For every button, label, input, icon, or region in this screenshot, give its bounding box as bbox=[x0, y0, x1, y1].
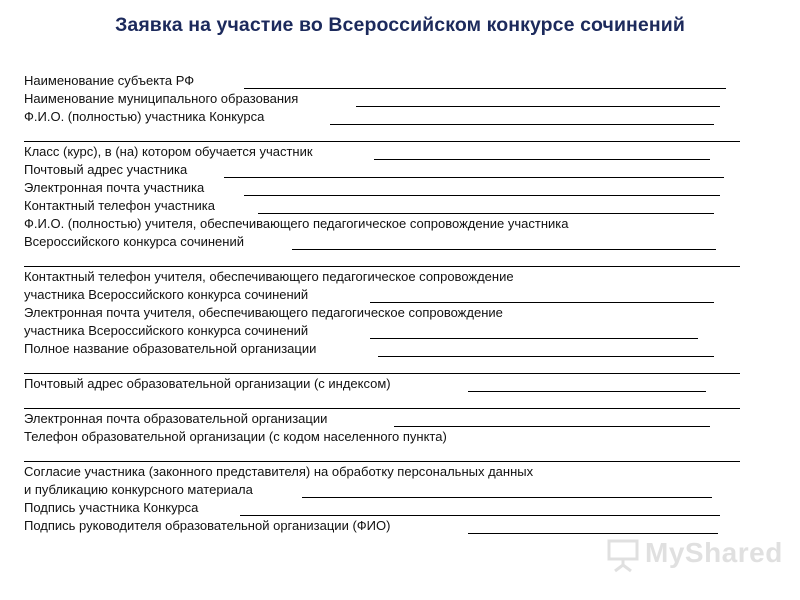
field-teacher-email-2 bbox=[24, 323, 744, 341]
field-subject bbox=[24, 73, 744, 91]
field-teacher-name-label-2: Всероссийского конкурса сочинений bbox=[24, 234, 244, 249]
field-phone-label: Контактный телефон участника bbox=[24, 198, 215, 213]
field-org-address-cont bbox=[24, 394, 744, 411]
field-org-name-line[interactable] bbox=[378, 356, 714, 357]
field-teacher-name bbox=[24, 216, 744, 234]
field-teacher-name-label-1: Ф.И.О. (полностью) учителя, обеспечивающего педагогическое сопровождение участника bbox=[24, 216, 569, 231]
field-teacher-phone-label-1: Контактный телефон учителя, обеспечивающего педагогическое сопровождение bbox=[24, 269, 514, 284]
field-participant-signature-label: Подпись участника Конкурса bbox=[24, 500, 199, 515]
field-teacher-name-2 bbox=[24, 234, 744, 252]
field-teacher-name-line[interactable] bbox=[292, 249, 716, 250]
field-participant-name-cont bbox=[24, 127, 744, 144]
field-org-phone-cont-line[interactable] bbox=[24, 461, 740, 462]
watermark-text: MyShared bbox=[645, 537, 783, 568]
field-participant-name-label: Ф.И.О. (полностью) участника Конкурса bbox=[24, 109, 265, 124]
field-participant-name-cont-line[interactable] bbox=[24, 141, 740, 142]
field-teacher-phone-label-2: участника Всероссийского конкурса сочинений bbox=[24, 287, 309, 302]
field-org-phone bbox=[24, 429, 744, 447]
field-phone bbox=[24, 198, 744, 216]
field-postal-address bbox=[24, 162, 744, 180]
field-org-name bbox=[24, 341, 744, 359]
field-teacher-phone-2 bbox=[24, 287, 744, 305]
field-participant-signature bbox=[24, 500, 744, 518]
field-org-email-line[interactable] bbox=[394, 426, 710, 427]
field-email bbox=[24, 180, 744, 198]
field-consent-line[interactable] bbox=[302, 497, 712, 498]
field-org-address-cont-line[interactable] bbox=[24, 408, 740, 409]
field-teacher-email-label-1: Электронная почта учителя, обеспечивающего педагогическое сопровождение bbox=[24, 305, 503, 320]
field-participant-name bbox=[24, 109, 744, 127]
field-consent bbox=[24, 464, 744, 482]
field-org-address-line[interactable] bbox=[468, 391, 706, 392]
field-org-phone-label: Телефон образовательной организации (с кодом населенного пункта) bbox=[24, 429, 447, 444]
field-subject-line[interactable] bbox=[244, 88, 726, 89]
watermark bbox=[607, 537, 783, 577]
field-postal-address-label: Почтовый адрес участника bbox=[24, 162, 188, 177]
field-email-label: Электронная почта участника bbox=[24, 180, 205, 195]
field-phone-line[interactable] bbox=[258, 213, 714, 214]
field-participant-name-line[interactable] bbox=[330, 124, 714, 125]
form-title: Заявка на участие во Всероссийском конкурсе сочинений bbox=[115, 14, 685, 36]
field-teacher-email-label-2: участника Всероссийского конкурса сочинений bbox=[24, 323, 309, 338]
field-org-email bbox=[24, 411, 744, 429]
field-teacher-phone-line[interactable] bbox=[370, 302, 714, 303]
field-teacher-name-cont bbox=[24, 252, 744, 269]
field-head-signature bbox=[24, 518, 744, 536]
field-head-signature-label: Подпись руководителя образовательной организации (ФИО) bbox=[24, 518, 391, 533]
field-municipality-label: Наименование муниципального образования bbox=[24, 91, 299, 106]
field-org-address bbox=[24, 376, 744, 394]
field-org-name-cont-line[interactable] bbox=[24, 373, 740, 374]
field-subject-label: Наименование субъекта РФ bbox=[24, 73, 195, 88]
field-org-name-cont bbox=[24, 359, 744, 376]
field-consent-label-2: и публикацию конкурсного материала bbox=[24, 482, 253, 497]
presentation-board-icon bbox=[607, 539, 639, 580]
field-postal-address-line[interactable] bbox=[224, 177, 724, 178]
field-consent-label-1: Согласие участника (законного представителя) на обработку персональных данных bbox=[24, 464, 534, 479]
field-head-signature-line[interactable] bbox=[468, 533, 718, 534]
field-participant-signature-line[interactable] bbox=[240, 515, 720, 516]
field-org-name-label: Полное название образовательной организации bbox=[24, 341, 317, 356]
field-teacher-email-line[interactable] bbox=[370, 338, 698, 339]
field-grade-line[interactable] bbox=[374, 159, 710, 160]
field-consent-2 bbox=[24, 482, 744, 500]
application-form bbox=[24, 73, 744, 536]
field-org-address-label: Почтовый адрес образовательной организации (с индексом) bbox=[24, 376, 391, 391]
field-teacher-email bbox=[24, 305, 744, 323]
field-org-email-label: Электронная почта образовательной организации bbox=[24, 411, 328, 426]
field-teacher-name-cont-line[interactable] bbox=[24, 266, 740, 267]
field-grade-label: Класс (курс), в (на) котором обучается участник bbox=[24, 144, 313, 159]
field-municipality-line[interactable] bbox=[356, 106, 720, 107]
field-teacher-phone bbox=[24, 269, 744, 287]
field-org-phone-cont bbox=[24, 447, 744, 464]
field-grade bbox=[24, 144, 744, 162]
field-email-line[interactable] bbox=[244, 195, 720, 196]
field-municipality bbox=[24, 91, 744, 109]
